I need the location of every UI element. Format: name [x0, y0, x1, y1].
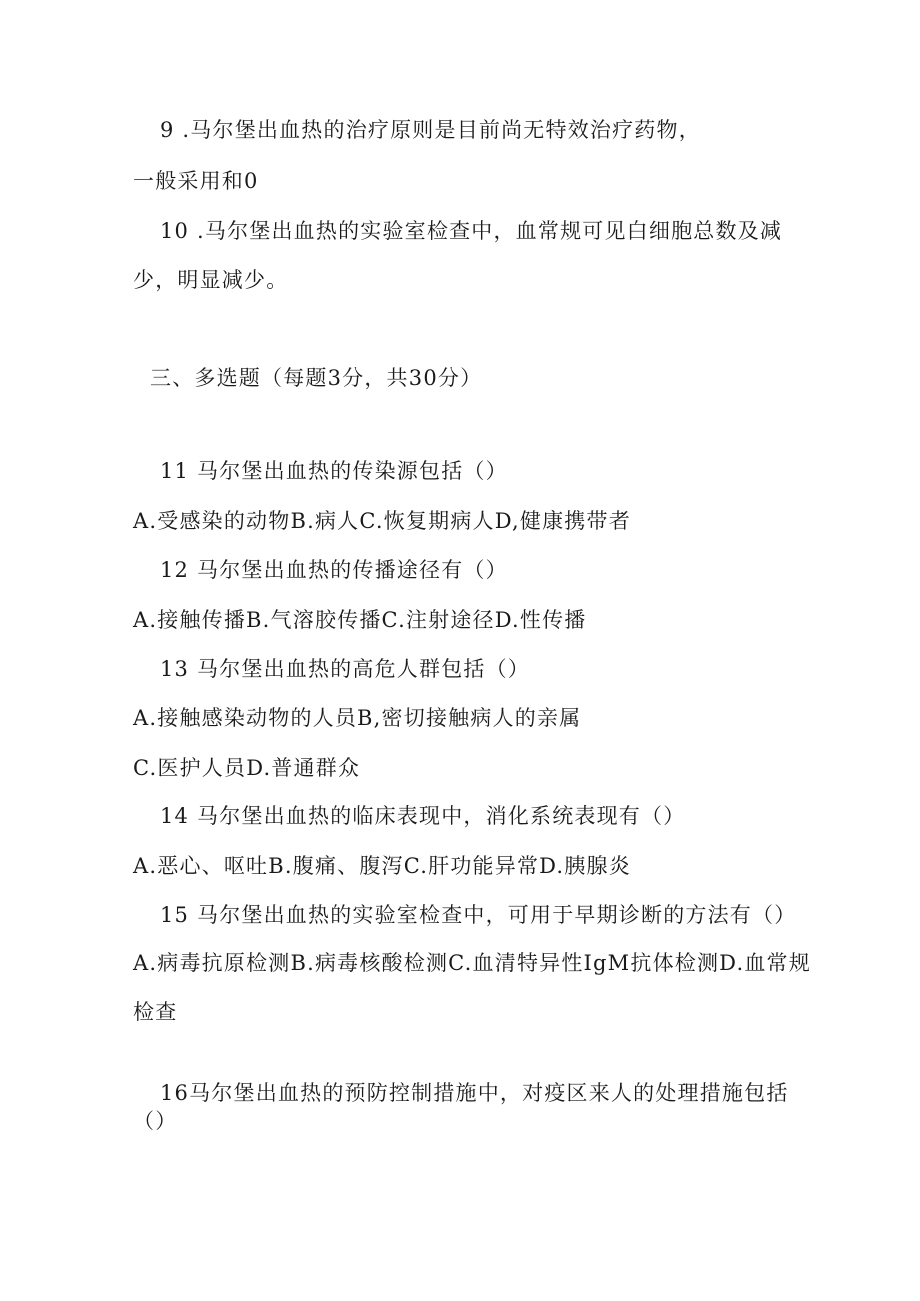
question-14-options: A.恶心、呕吐B.腹痛、腹泻C.肝功能异常D.胰腺炎 [133, 854, 631, 878]
question-12-options: A.接触传播B.气溶胶传播C.注射途径D.性传播 [133, 608, 587, 632]
question-15-options-line-1: A.病毒抗原检测B.病毒核酸检测C.血清特异性IgM抗体检测D.血常规 [133, 951, 811, 975]
question-13-options-line-1: A.接触感染动物的人员B,密切接触病人的亲属 [133, 706, 582, 730]
question-11: 11 马尔堡出血热的传染源包括（） [160, 459, 508, 483]
question-16: 16马尔堡出血热的预防控制措施中，对疫区来人的处理措施包括 [160, 1081, 789, 1105]
question-15: 15 马尔堡出血热的实验室检查中，可用于早期诊断的方法有（） [160, 903, 797, 927]
question-16-options: （） [133, 1109, 178, 1133]
question-12: 12 马尔堡出血热的传播途径有（） [160, 558, 508, 582]
question-9-line-2: 一般采用和0 [133, 169, 259, 193]
question-13: 13 马尔堡出血热的高危人群包括（） [160, 657, 530, 681]
question-13-options-line-2: C.医护人员D.普通群众 [133, 756, 361, 780]
question-10-line-2: 少，明显减少。 [133, 268, 289, 292]
question-14: 14 马尔堡出血热的临床表现中，消化系统表现有（） [160, 804, 686, 828]
section-heading: 三、多选题（每题3分，共30分） [150, 366, 483, 390]
question-11-options: A.受感染的动物B.病人C.恢复期病人D,健康携带者 [133, 509, 631, 533]
question-9-line-1: 9 .马尔堡出血热的治疗原则是目前尚无特效治疗药物， [160, 118, 701, 142]
question-10-line-1: 10 .马尔堡出血热的实验室检查中，血常规可见白细胞总数及减 [160, 219, 783, 243]
question-15-options-line-2: 检查 [133, 1000, 178, 1024]
